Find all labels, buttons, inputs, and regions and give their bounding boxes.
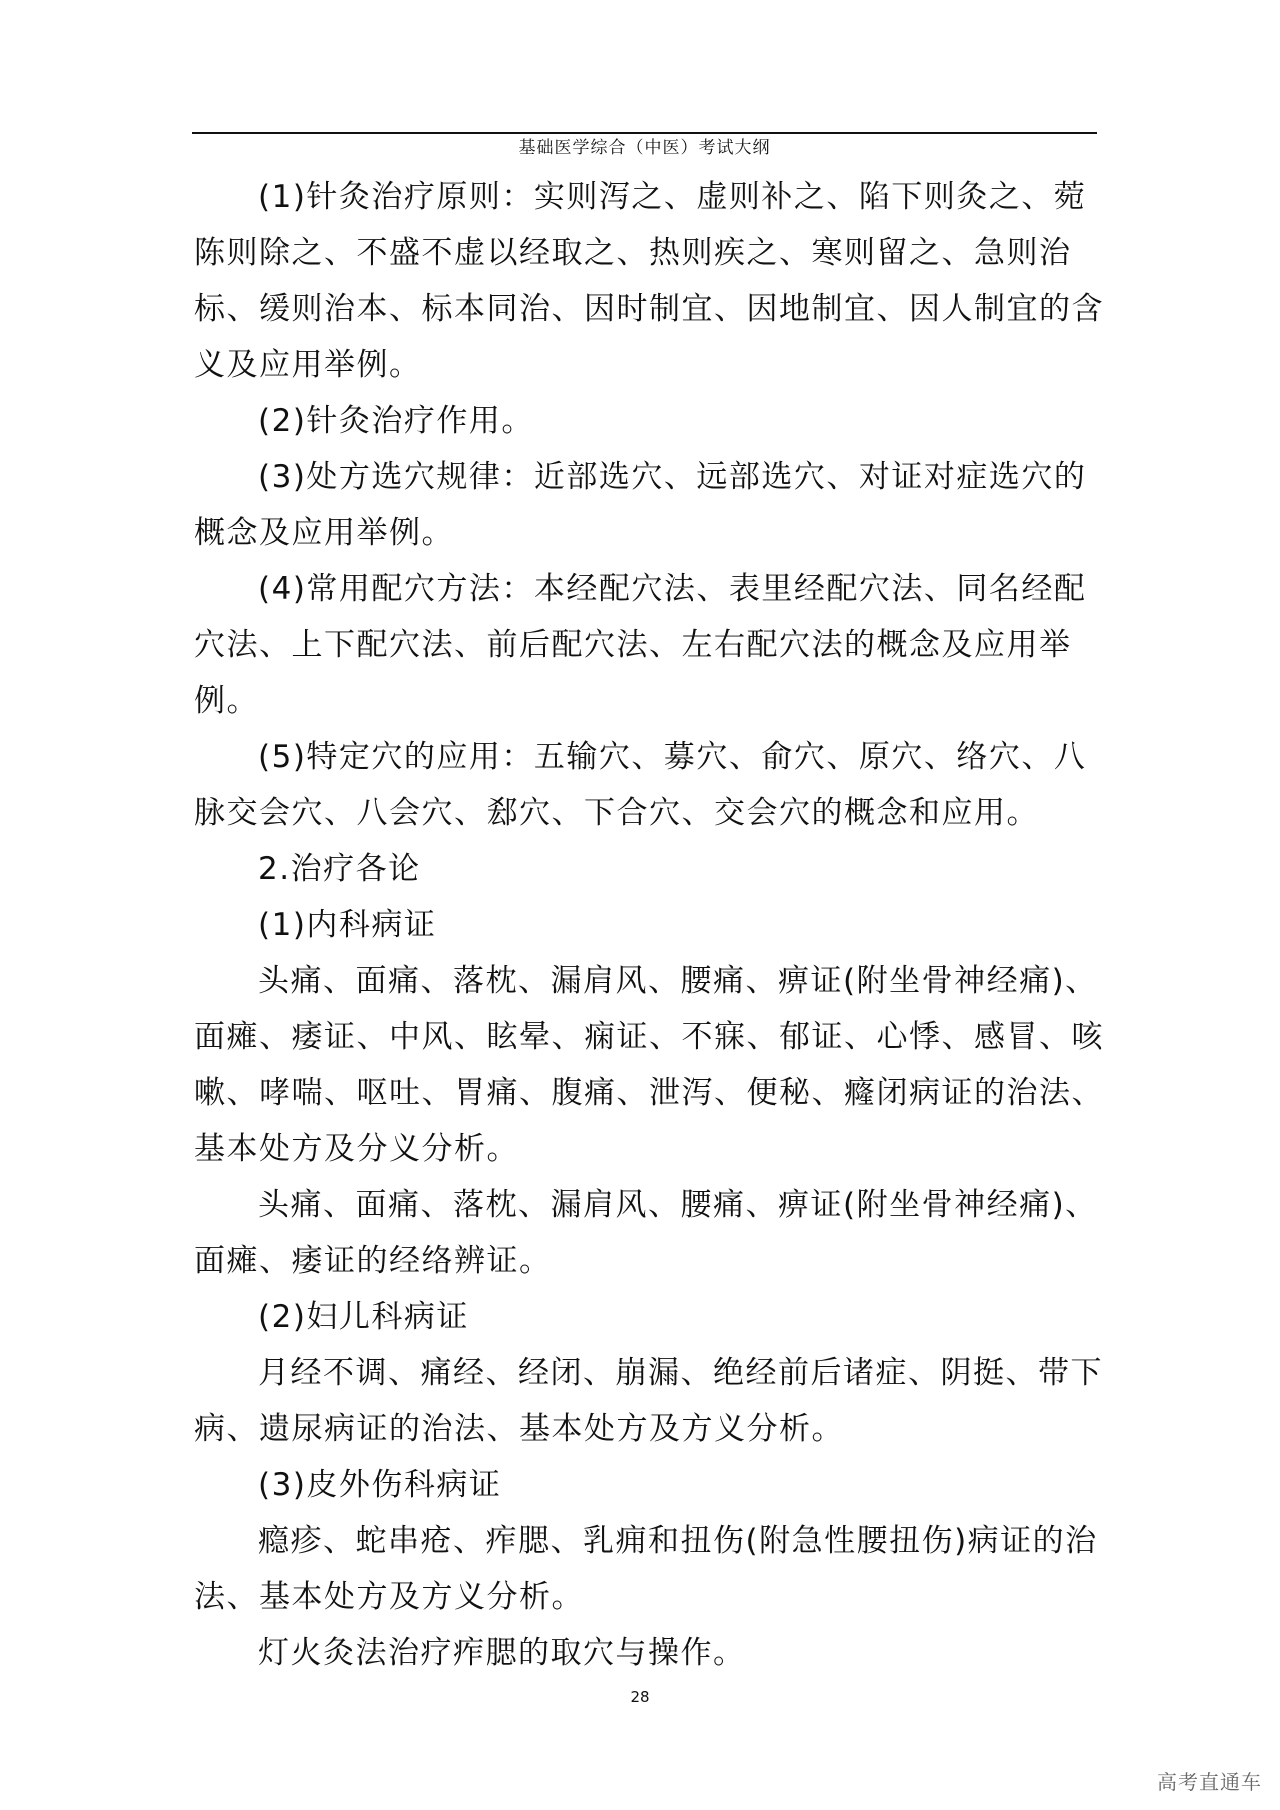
paragraph-specific-points: (5)特定穴的应用：五输穴、募穴、俞穴、原穴、络穴、八脉交会穴、八会穴、郄穴、下合穴、交会穴的概念和应用。 [194, 739, 1087, 831]
paragraph-gynecology-diseases: 月经不调、痛经、经闭、崩漏、绝经前后诸症、阴挺、带下病、遗尿病证的治法、基本处方及方义分析。 [194, 1355, 1103, 1447]
paragraph-point-combination: (4)常用配穴方法：本经配穴法、表里经配穴法、同名经配穴法、上下配穴法、前后配穴法、左右配穴法的概念及应用举例。 [194, 571, 1087, 719]
paragraph-lamp-moxibustion: 灯火灸法治疗痄腮的取穴与操作。 [258, 1635, 746, 1671]
paragraph-point-selection: (3)处方选穴规律：近部选穴、远部选穴、对证对症选穴的概念及应用举例。 [194, 459, 1087, 551]
subheading-gynecology-pediatrics: (2)妇儿科病证 [258, 1299, 469, 1335]
running-header-title: 基础医学综合（中医）考试大纲 [518, 138, 771, 158]
paragraph-dermatology-diseases: 瘾疹、蛇串疮、痄腮、乳痈和扭伤(附急性腰扭伤)病证的治法、基本处方及方义分析。 [194, 1523, 1098, 1615]
header-rule [192, 132, 1097, 134]
section-heading-treatment: 2.治疗各论 [258, 851, 421, 887]
watermark: 高考直通车 [1157, 1770, 1262, 1794]
page-body [194, 169, 1114, 1681]
subheading-dermatology-trauma: (3)皮外伤科病证 [258, 1467, 502, 1503]
paragraph-treatment-principles: (1)针灸治疗原则：实则泻之、虚则补之、陷下则灸之、菀陈则除之、不盛不虚以经取之、热则疾之、寒则留之、急则治标、缓则治本、标本同治、因时制宜、因地制宜、因人制宜的含义及应用举例。 [194, 179, 1104, 383]
page-number: 28 [630, 1688, 650, 1706]
subheading-internal-medicine: (1)内科病证 [258, 907, 437, 943]
paragraph-internal-diseases: 头痛、面痛、落枕、漏肩风、腰痛、痹证(附坐骨神经痛)、面瘫、痿证、中风、眩晕、痫证、不寐、郁证、心悸、感冒、咳嗽、哮喘、呕吐、胃痛、腹痛、泄泻、便秘、癃闭病证的治法、基本处方及分义分析。 [194, 963, 1104, 1167]
paragraph-treatment-effects: (2)针灸治疗作用。 [258, 403, 534, 439]
paragraph-meridian-differentiation: 头痛、面痛、落枕、漏肩风、腰痛、痹证(附坐骨神经痛)、面瘫、痿证的经络辨证。 [194, 1187, 1098, 1279]
